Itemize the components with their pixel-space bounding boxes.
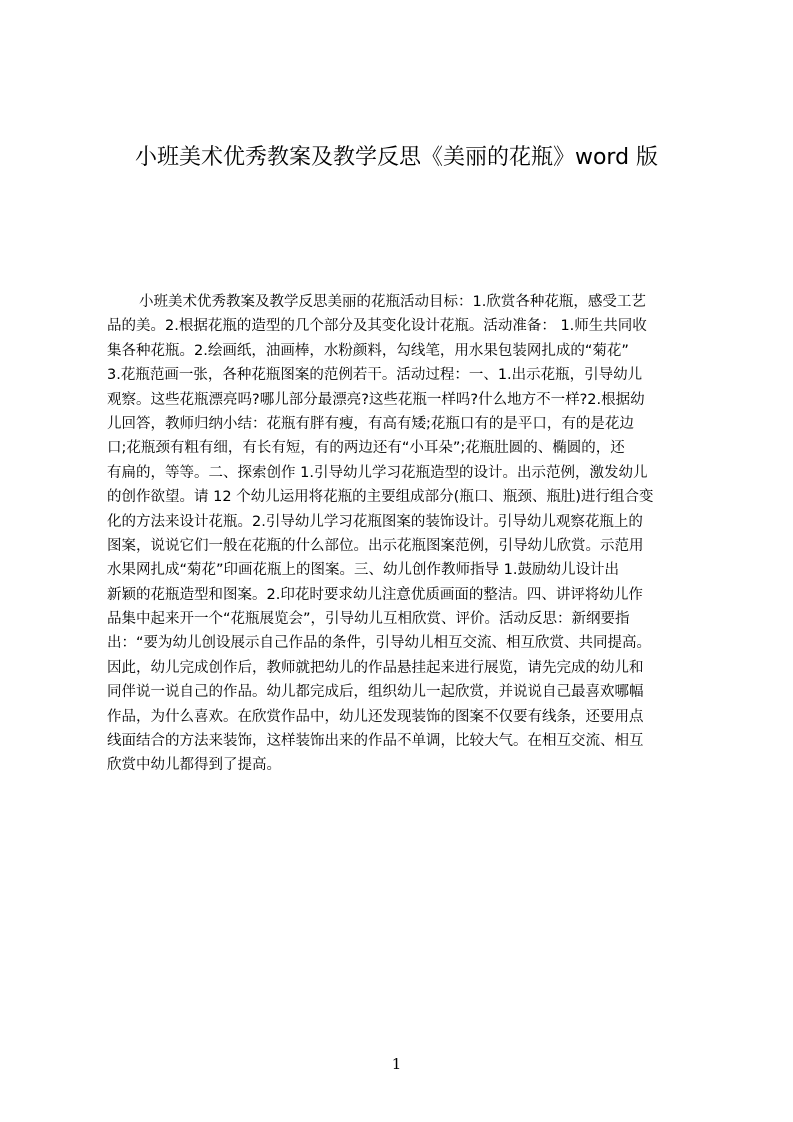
body-line: 因此，幼儿完成创作后，教师就把幼儿的作品悬挂起来进行展览，请先完成的幼儿和 [107,659,644,676]
body-line: 化的方法来设计花瓶。2.引导幼儿学习花瓶图案的装饰设计。引导幼儿观察花瓶上的 [107,513,643,530]
page-number: 1 [391,1055,402,1073]
body-line: 作品，为什么喜欢。在欣赏作品中，幼儿还发现装饰的图案不仅要有线条，还要用点 [107,708,644,725]
body-line: 品集中起来开一个“花瓶展览会”，引导幼儿互相欣赏、评价。活动反思：新纲要指 [107,611,630,628]
document-body [107,290,697,778]
body-line: 水果网扎成“菊花”印画花瓶上的图案。三、幼儿创作教师指导 1.鼓励幼儿设计出 [107,562,619,579]
document-title: 小班美术优秀教案及教学反思《美丽的花瓶》word 版 [134,145,659,170]
body-line: 口;花瓶颈有粗有细，有长有短，有的两边还有“小耳朵”;花瓶肚圆的、椭圆的，还 [107,440,625,457]
body-line: 小班美术优秀教案及教学反思美丽的花瓶活动目标：1.欣赏各种花瓶，感受工艺 [139,294,646,310]
body-line: 集各种花瓶。2.绘画纸，油画棒，水粉颜料，勾线笔，用水果包装网扎成的“菊花” [107,342,629,359]
body-line: 观察。这些花瓶漂亮吗?哪儿部分最漂亮?这些花瓶一样吗?什么地方不一样?2.根据幼 [107,391,645,408]
body-line: 儿回答，教师归纳小结：花瓶有胖有瘦，有高有矮;花瓶口有的是平口，有的是花边 [107,415,634,432]
body-line: 品的美。2.根据花瓶的造型的几个部分及其变化设计花瓶。活动准备： 1.师生共同收 [107,318,647,335]
body-line: 出：“要为幼儿创设展示自己作品的条件，引导幼儿相互交流、相互欣赏、共同提高。 [107,635,652,652]
body-line: 欣赏中幼儿都得到了提高。 [107,757,281,774]
body-line: 有扁的，等等。二、探索创作 1.引导幼儿学习花瓶造型的设计。出示范例，激发幼儿 [107,464,648,481]
body-line: 的创作欲望。请 12 个幼儿运用将花瓶的主要组成部分(瓶口、瓶颈、瓶肚)进行组合变 [107,489,654,506]
body-line: 3.花瓶范画一张，各种花瓶图案的范例若干。活动过程：一、1.出示花瓶，引导幼儿 [107,367,643,384]
body-line: 图案，说说它们一般在花瓶的什么部位。出示花瓶图案范例，引导幼儿欣赏。示范用 [107,537,644,554]
body-line: 线面结合的方法来装饰，这样装饰出来的作品不单调，比较大气。在相互交流、相互 [107,733,644,750]
body-line: 同伴说一说自己的作品。幼儿都完成后，组织幼儿一起欣赏，并说说自己最喜欢哪幅 [107,684,644,701]
body-line: 新颖的花瓶造型和图案。2.印花时要求幼儿注意优质画面的整洁。四、讲评将幼儿作 [107,586,643,603]
